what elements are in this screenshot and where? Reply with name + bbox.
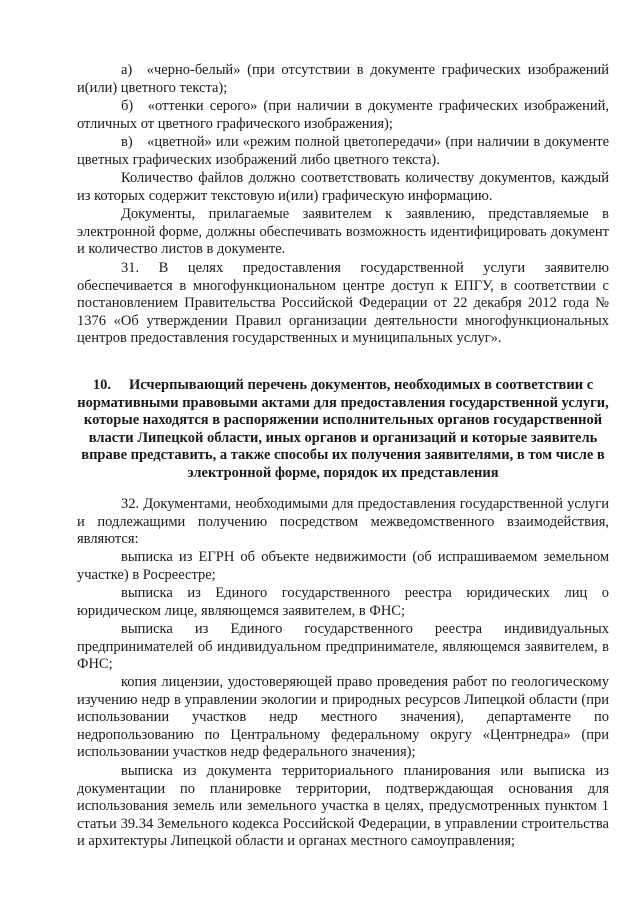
list-item-license: копия лицензии, удостоверяющей право проведения работ по геологическому изучению недр в управлении экологии и природных ресурсов Липецкой области (при использовании участков недр местного значения), департаменте по недропользованию по Центральному федеральному округу «Центрнедра» (при использовании участков недр федерального значения); [77, 674, 609, 761]
paragraph-file-count: Количество файлов должно соответствовать количеству документов, каждый из которых содержит текстовую и(или) графическую информацию. [77, 170, 609, 204]
paragraph-option-a: а) «черно-белый» (при отсутствии в документе графических изображений и(или) цветного текста); [77, 62, 609, 96]
list-item-territorial-planning: выписка из документа территориального планирования или выписка из документации по планировке территории, подтверждающая основания для использования земель или земельного участка в целях, предусмотренных пунктом 1 статьи 39.34 Земельного кодекса Российской Федерации, в управлении строительства и архитектуры Липецкой области и органах местного самоуправления; [77, 763, 609, 850]
list-item-egrul: выписка из Единого государственного реестра юридических лиц о юридическом лице, являющемся заявителем, в ФНС; [77, 585, 609, 619]
list-item-egrip: выписка из Единого государственного реестра индивидуальных предпринимателей об индивидуальном предпринимателе, являющемся заявителем, в ФНС; [77, 621, 609, 673]
paragraph-option-b: б) «оттенки серого» (при наличии в документе графических изображений, отличных от цветного графического изображения); [77, 98, 609, 132]
list-item-egrn: выписка из ЕГРН об объекте недвижимости (об испрашиваемом земельном участке) в Росреестре; [77, 549, 609, 583]
section-heading-10 [77, 377, 609, 483]
paragraph-31: 31. В целях предоставления государственной услуги заявителю обеспечивается в многофункциональном центре доступ к ЕПГУ, в соответствии с постановлением Правительства Российской Федерации от 22 декабря 2012 года № 1376 «Об утверждении Правил организации деятельности многофункциональных центров предоставления государственных и муниципальных услуг». [77, 260, 609, 347]
paragraph-attached-documents: Документы, прилагаемые заявителем к заявлению, представляемые в электронной форме, должны обеспечивать возможность идентифицировать документ и количество листов в документе. [77, 206, 609, 258]
section-title: Исчерпывающий перечень документов, необходимых в соответствии с нормативными правовыми актами для предоставления государственной услуги, которые находятся в распоряжении исполнительных органов государственной власти Липецкой области, иных органов и организаций и которые заявитель вправе представить, а также способы их получения заявителями, в том числе в электронной форме, порядок их представления [77, 377, 609, 481]
paragraph-32: 32. Документами, необходимыми для предоставления государственной услуги и подлежащими получению посредством межведомственного взаимодействия, являются: [77, 496, 609, 548]
paragraph-option-c: в) «цветной» или «режим полной цветопередачи» (при наличии в документе цветных графических изображений либо цветного текста). [77, 134, 609, 168]
section-number: 10. [92, 377, 111, 393]
